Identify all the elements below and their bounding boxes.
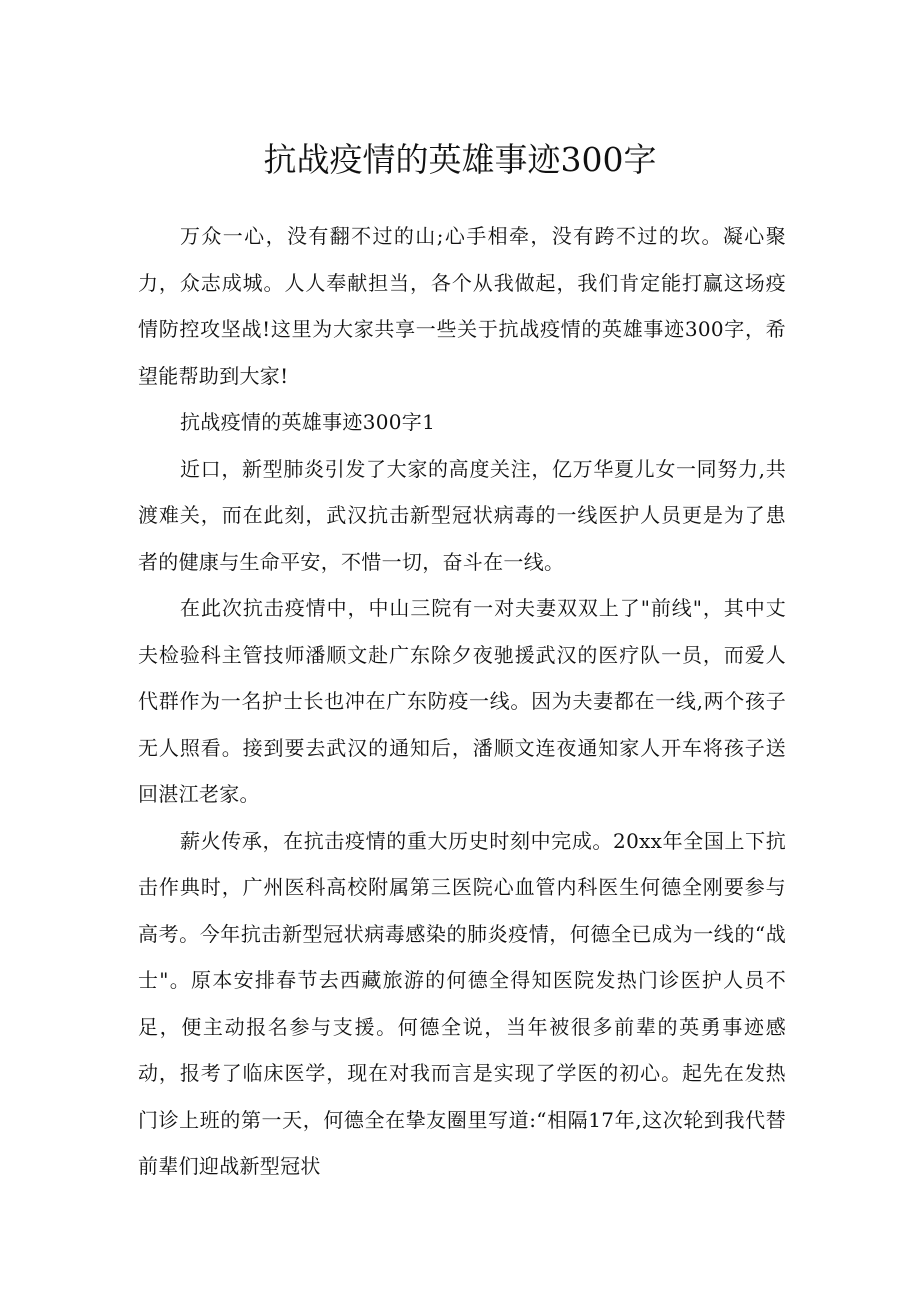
body-paragraph: 薪火传承，在抗击疫情的重大历史时刻中完成。20xx年全国上下抗击作典时，广州医科高校附属第三医院心血管内科医生何德全刚要参与高考。今年抗击新型冠状病毒感染的肺炎疫情，何德全已成为一线的“战士"。原本安排春节去西藏旅游的何德全得知医院发热门诊医护人员不足，便主动报名参与支援。何德全说，当年被很多前辈的英勇事迹感动，报考了临床医学，现在对我而言是实现了学医的初心。起先在发热门诊上班的第一天，何德全在挚友圈里写道:“相隔17年,这次轮到我代替前辈们迎战新型冠状 <box>138 828 786 1178</box>
body-paragraph: 在此次抗击疫情中，中山三院有一对夫妻双双上了"前线"，其中丈夫检验科主管技师潘顺文赴广东除夕夜驰援武汉的医疗队一员，而爱人代群作为一名护士长也冲在广东防疫一线。因为夫妻都在一线,两个孩子无人照看。接到要去武汉的通知后，潘顺文连夜通知家人开车将孩子送回湛江老家。 <box>138 596 786 806</box>
section-heading: 抗战疫情的英雄事迹300字1 <box>180 410 436 434</box>
document-title: 抗战疫情的英雄事迹300字 <box>263 140 657 179</box>
document-body <box>138 213 786 1190</box>
intro-paragraph: 万众一心，没有翻不过的山;心手相牵，没有跨不过的坎。凝心聚力，众志成城。人人奉献担当，各个从我做起，我们肯定能打赢这场疫情防控攻坚战!这里为大家共享一些关于抗战疫情的英雄事迹300字，希望能帮助到大家! <box>138 224 786 388</box>
body-paragraph: 近口，新型肺炎引发了大家的高度关注，亿万华夏儿女一同努力,共渡难关，而在此刻，武汉抗击新型冠状病毒的一线医护人员更是为了患者的健康与生命平安，不惜一切，奋斗在一线。 <box>138 456 786 574</box>
